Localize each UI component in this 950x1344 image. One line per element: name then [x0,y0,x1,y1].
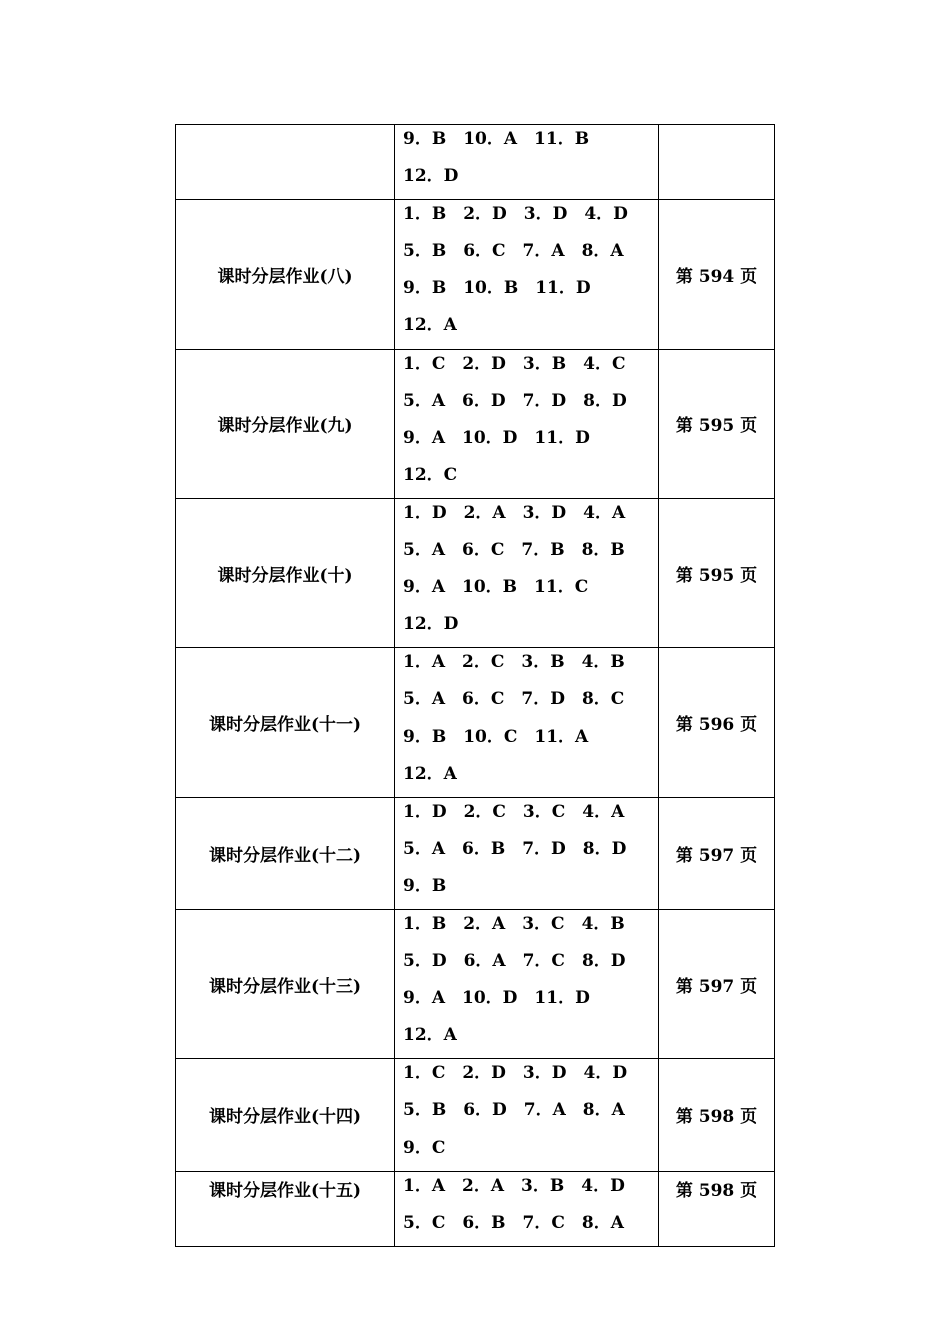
answer-cell [395,349,659,498]
answer-cell [395,797,659,909]
assignment-name: 课时分层作业(八) [176,200,395,349]
table-row [176,349,775,498]
assignment-name: 课时分层作业(十三) [176,909,395,1058]
answer-line: 9．C [403,1137,446,1158]
table-row [176,1059,775,1171]
answer-table [175,124,775,1247]
assignment-name [176,125,395,200]
table-row [176,648,775,797]
page-ref: 第 597 页 [659,909,775,1058]
answer-cell [395,1171,659,1246]
assignment-name: 课时分层作业(十) [176,498,395,647]
answer-line: 12．A [403,315,457,336]
page-ref: 第 597 页 [659,797,775,909]
answer-line: 9．B 10．C 11．A [403,726,589,747]
answer-line: 1．D 2．C 3．C 4．A [403,801,625,822]
assignment-name: 课时分层作业(十四) [176,1059,395,1171]
answer-line: 1．B 2．A 3．C 4．B [403,913,625,934]
assignment-name: 课时分层作业(十一) [176,648,395,797]
table-row [176,1171,775,1246]
answer-line: 1．C 2．D 3．B 4．C [403,353,626,374]
answer-line: 12．C [403,464,458,485]
answer-line: 5．A 6．C 7．D 8．C [403,689,625,710]
answer-line: 9．A 10．D 11．D [403,427,590,448]
table-row [176,125,775,200]
table-row [176,200,775,349]
answer-line: 9．A 10．D 11．D [403,988,590,1009]
answer-line: 1．B 2．D 3．D 4．D [403,204,628,225]
page-ref: 第 595 页 [659,498,775,647]
answer-cell [395,125,659,200]
answer-line: 5．C 6．B 7．C 8．A [403,1212,624,1233]
answer-line: 9．B 10．A 11．B [403,129,590,149]
answer-line: 5．A 6．C 7．B 8．B [403,540,625,561]
answer-cell [395,1059,659,1171]
answer-line: 9．B [403,875,447,896]
answer-cell [395,648,659,797]
answer-line: 5．A 6．B 7．D 8．D [403,838,627,859]
answer-line: 1．A 2．A 3．B 4．D [403,1175,625,1196]
page-ref: 第 594 页 [659,200,775,349]
answer-line: 12．A [403,1025,457,1046]
page-ref: 第 598 页 [659,1059,775,1171]
answer-line: 12．D [403,614,459,635]
answer-line: 5．B 6．C 7．A 8．A [403,241,624,262]
assignment-name: 课时分层作业(九) [176,349,395,498]
answer-line: 1．D 2．A 3．D 4．A [403,502,626,523]
table-row [176,909,775,1058]
answer-cell [395,909,659,1058]
page-ref: 第 595 页 [659,349,775,498]
page-ref [659,125,775,200]
answer-line: 9．A 10．B 11．C [403,577,589,598]
assignment-name: 课时分层作业(十五) [176,1171,395,1246]
table-row [176,797,775,909]
answer-line: 1．C 2．D 3．D 4．D [403,1063,628,1084]
answer-line: 5．D 6．A 7．C 8．D [403,951,626,972]
answer-line: 1．A 2．C 3．B 4．B [403,652,625,673]
answer-cell [395,200,659,349]
answer-line: 9．B 10．B 11．D [403,278,591,299]
table-row [176,498,775,647]
page-ref: 第 598 页 [659,1171,775,1246]
answer-line: 5．A 6．D 7．D 8．D [403,390,627,411]
page-ref: 第 596 页 [659,648,775,797]
answer-line: 5．B 6．D 7．A 8．A [403,1100,625,1121]
answer-line: 12．A [403,763,457,784]
answer-cell [395,498,659,647]
assignment-name: 课时分层作业(十二) [176,797,395,909]
answer-line: 12．D [403,166,459,187]
